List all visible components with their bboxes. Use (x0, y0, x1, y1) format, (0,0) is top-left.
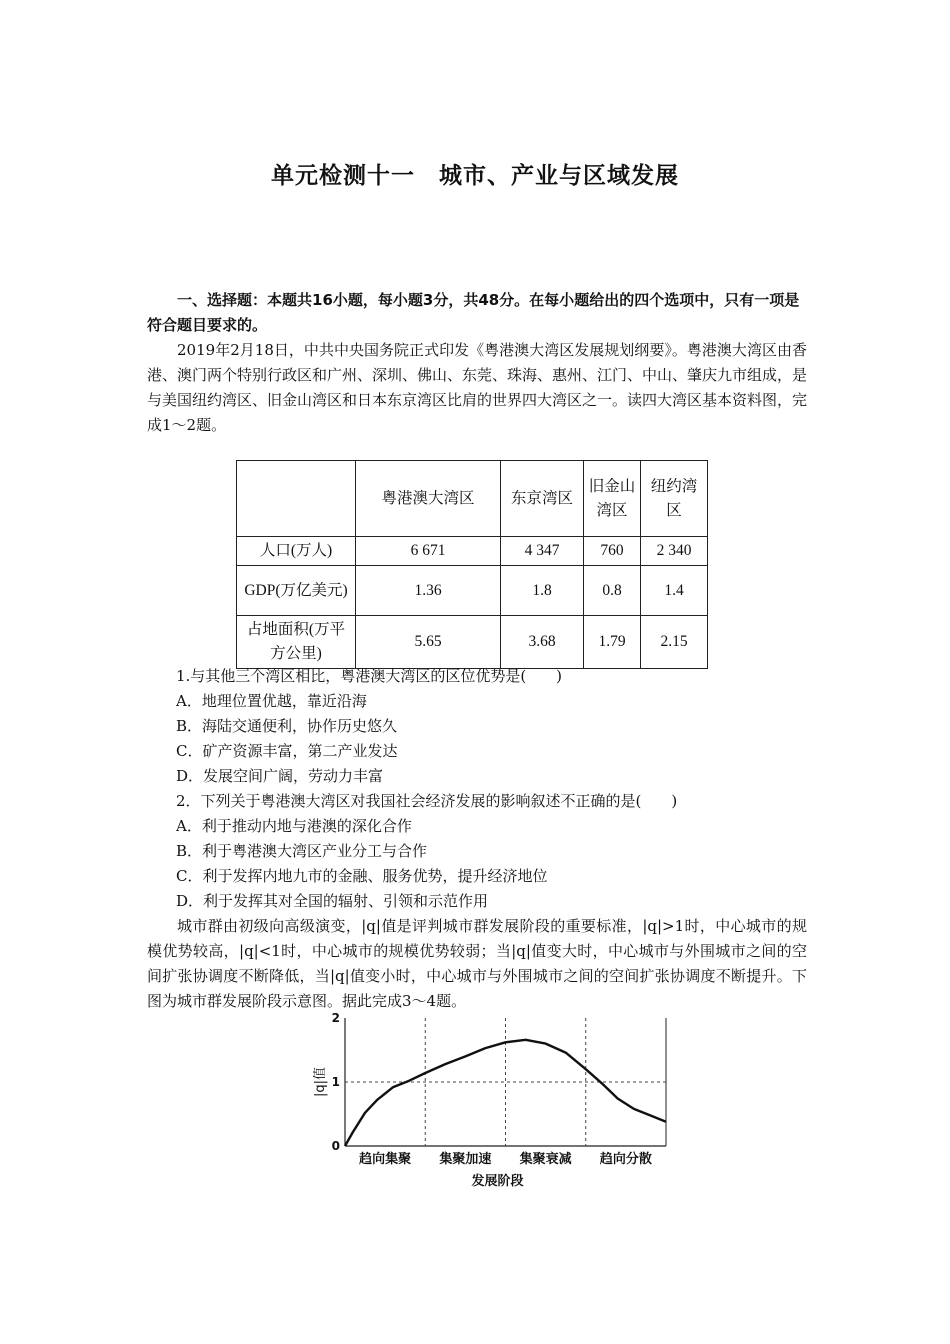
question-1-option-b: B．海陆交通便利，协作历史悠久 (176, 717, 398, 735)
stage-chart (300, 1010, 680, 1190)
question-1-stem: 1.与其他三个湾区相比，粤港澳大湾区的区位优势是( ) (176, 667, 563, 685)
stage-label: 趋向分散 (599, 1152, 652, 1167)
question-1-option-a: A．地理位置优越，靠近沿海 (176, 692, 367, 710)
table-cell: 6 671 (356, 537, 501, 566)
table-cell: 760 (584, 537, 641, 566)
question-2-stem: 2．下列关于粤港澳大湾区对我国社会经济发展的影响叙述不正确的是( ) (176, 792, 678, 810)
table-cell: 5.65 (356, 616, 501, 669)
stage-label: 趋向集聚 (359, 1152, 412, 1167)
table-header-empty (237, 461, 356, 537)
table-cell: 1.79 (584, 616, 641, 669)
table-cell: 2.15 (641, 616, 708, 669)
y-tick-label: 1 (331, 1075, 340, 1089)
table-cell: 1.4 (641, 566, 708, 616)
table-cell: 占地面积(万平方公里) (237, 616, 356, 669)
question-1-option-c: C．矿产资源丰富，第二产业发达 (176, 742, 398, 760)
question-2-option-a: A．利于推动内地与港澳的深化合作 (176, 817, 412, 835)
table-header-ny: 纽约湾区 (641, 461, 708, 537)
table-cell: 1.36 (356, 566, 501, 616)
section-heading: 一、选择题：本题共16小题，每小题3分，共48分。在每小题给出的四个选项中，只有一项是符合题目要求的。 (147, 291, 800, 334)
table-cell: GDP(万亿美元) (237, 566, 356, 616)
question-1-option-d: D．发展空间广阔，劳动力丰富 (176, 767, 384, 785)
table-cell: 人口(万人) (237, 537, 356, 566)
x-axis-label: 发展阶段 (471, 1174, 524, 1189)
table-header-gba: 粤港澳大湾区 (356, 461, 501, 537)
question-2-option-c: C．利于发挥内地九市的金融、服务优势，提升经济地位 (176, 867, 548, 885)
bay-area-table (236, 460, 708, 669)
table-cell: 1.8 (501, 566, 584, 616)
y-tick-label: 0 (331, 1139, 340, 1153)
y-axis-label: |q|值 (313, 1066, 328, 1098)
question-2-option-b: B．利于粤港澳大湾区产业分工与合作 (176, 842, 428, 860)
table-cell: 3.68 (501, 616, 584, 669)
passage-2: 城市群由初级向高级演变，|q|值是评判城市群发展阶段的重要标准，|q|>1时，中心城市的规模优势较高，|q|<1时，中心城市的规模优势较弱；当|q|值变大时，中心城市与外围城市之间的空间扩张协调度不断降低，当|q|值变小时，中心城市与外围城市之间的空间扩张协调度不断提升。下图为城市群发展阶段示意图。据此完成3～4题。 (147, 917, 807, 1010)
page-title: 单元检测十一 城市、产业与区域发展 (271, 163, 679, 189)
passage-1: 2019年2月18日，中共中央国务院正式印发《粤港澳大湾区发展规划纲要》。粤港澳大湾区由香港、澳门两个特别行政区和广州、深圳、佛山、东莞、珠海、惠州、江门、中山、肇庆九市组成，是与美国纽约湾区、旧金山湾区和日本东京湾区比肩的世界四大湾区之一。读四大湾区基本资料图，完成1～2题。 (147, 341, 808, 434)
table-cell: 2 340 (641, 537, 708, 566)
table-header-tokyo: 东京湾区 (501, 461, 584, 537)
question-2-option-d: D．利于发挥其对全国的辐射、引领和示范作用 (176, 892, 489, 910)
stage-label: 集聚加速 (439, 1152, 492, 1167)
stage-label: 集聚衰减 (519, 1152, 572, 1167)
table-cell: 4 347 (501, 537, 584, 566)
table-cell: 0.8 (584, 566, 641, 616)
y-tick-label: 2 (331, 1011, 340, 1025)
table-header-sf: 旧金山湾区 (584, 461, 641, 537)
